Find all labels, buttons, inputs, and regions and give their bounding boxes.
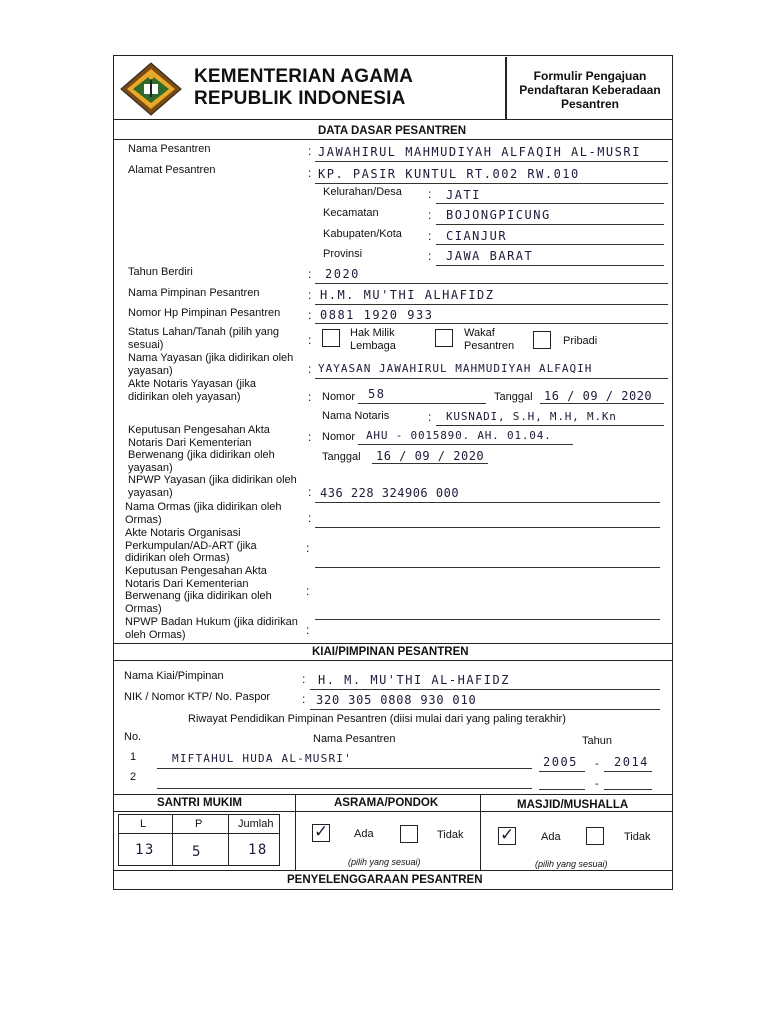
nik-field[interactable]: 320 305 0808 930 010 — [316, 693, 477, 707]
col-tahun-header: Tahun — [582, 735, 612, 747]
year-dash: - — [595, 778, 599, 790]
section-rule — [113, 139, 673, 140]
form-title: Formulir Pengajuan Pendaftaran Keberadaan Pesantren — [519, 69, 661, 111]
colon: : — [308, 333, 312, 347]
col-nama-header: Nama Pesantren — [313, 733, 396, 745]
akte-yayasan-label: Akte Notaris Yayasan (jika didirikan oleh yayasan) — [128, 378, 256, 403]
nik-label: NIK / Nomor KTP/ No. Paspor — [124, 691, 271, 703]
pengesahan-tanggal-label: Tanggal — [322, 451, 361, 463]
ormas-label: Nama Ormas (jika didirikan oleh Ormas) — [125, 501, 282, 526]
masjid-title: MASJID/MUSHALLA — [517, 799, 629, 811]
tahun-berdiri-field[interactable]: 2020 — [325, 267, 360, 281]
akte-tanggal-label: Tanggal — [494, 391, 533, 403]
ormas-field[interactable] — [315, 527, 660, 528]
field-underline — [315, 304, 668, 305]
provinsi-label: Provinsi — [323, 248, 363, 260]
section-rule — [113, 643, 673, 644]
field-underline — [315, 283, 668, 284]
field-underline — [315, 378, 668, 379]
kecamatan-field[interactable]: BOJONGPICUNG — [446, 208, 551, 222]
colon: : — [308, 511, 312, 525]
pengesahan-nomor-label: Nomor — [322, 431, 356, 443]
pribadi-checkbox[interactable] — [533, 331, 551, 349]
colon: : — [306, 623, 310, 637]
santri-mukim-title: SANTRI MUKIM — [157, 797, 242, 809]
pimpinan-label: Nama Pimpinan Pesantren — [128, 287, 260, 299]
akte-nomor-field[interactable]: 58 — [368, 387, 386, 401]
pengesahan-ormas-field[interactable] — [315, 619, 660, 620]
colon: : — [308, 390, 312, 404]
colon: : — [302, 692, 306, 706]
masjid-hint: (pilih yang sesuai) — [535, 859, 608, 869]
riwayat-row-nama[interactable]: MIFTAHUL HUDA AL-MUSRI' — [172, 752, 352, 765]
asrama-hint: (pilih yang sesuai) — [348, 857, 421, 867]
kelurahan-label: Kelurahan/Desa — [323, 186, 402, 198]
colon: : — [308, 485, 312, 499]
field-underline — [372, 463, 488, 464]
santri-col-jumlah: Jumlah — [238, 818, 274, 830]
field-underline — [157, 768, 532, 769]
field-underline — [315, 502, 660, 503]
masjid-ada-label: Ada — [541, 831, 561, 843]
wakaf-checkbox[interactable] — [435, 329, 453, 347]
colon: : — [428, 410, 432, 424]
hp-label: Nomor Hp Pimpinan Pesantren — [128, 307, 281, 319]
riwayat-row-nama-field[interactable] — [157, 788, 532, 789]
field-underline — [310, 709, 660, 710]
colon: : — [306, 541, 310, 555]
santri-col-l: L — [140, 818, 147, 830]
section-rule — [113, 870, 673, 871]
section-rule — [113, 811, 673, 812]
akte-ormas-label: Akte Notaris Organisasi Perkumpulan/AD-ART (jika didirikan oleh Ormas) — [125, 527, 257, 564]
colon: : — [308, 430, 312, 444]
santri-jumlah-value[interactable]: 18 — [248, 842, 268, 858]
masjid-tidak-checkbox[interactable] — [586, 827, 604, 845]
colon: : — [308, 362, 312, 376]
field-underline — [310, 689, 660, 690]
npwp-yayasan-field[interactable]: 436 228 324906 000 — [320, 486, 460, 500]
section-rule — [113, 794, 673, 795]
wakaf-label: Wakaf Pesantren — [464, 327, 515, 352]
asrama-tidak-checkbox[interactable] — [400, 825, 418, 843]
colon: : — [308, 166, 312, 180]
colon: : — [428, 249, 432, 263]
pengesahan-tanggal-field[interactable]: 16 / 09 / 2020 — [376, 449, 485, 463]
section-data-dasar-title: DATA DASAR PESANTREN — [318, 125, 467, 137]
year-dash: - — [595, 758, 599, 770]
akte-tanggal-field[interactable]: 16 / 09 / 2020 — [544, 389, 653, 403]
field-underline — [315, 161, 668, 162]
npwp-badan-label: NPWP Badan Hukum (jika didirikan oleh Ormas) — [125, 616, 298, 641]
santri-table-col — [228, 814, 229, 866]
alamat-field[interactable]: KP. PASIR KUNTUL RT.002 RW.010 — [318, 167, 580, 181]
riwayat-row-tahun-dari[interactable]: 2005 — [543, 755, 578, 769]
kecamatan-label: Kecamatan — [323, 207, 379, 219]
nama-pesantren-label: Nama Pesantren — [128, 143, 211, 155]
masjid-tidak-label: Tidak — [624, 831, 651, 843]
penyelenggaraan-title: PENYELENGGARAAN PESANTREN — [287, 874, 483, 886]
akte-nomor-label: Nomor — [322, 391, 356, 403]
riwayat-row-tahun-sampai[interactable]: 2014 — [614, 755, 649, 769]
santri-l-value[interactable]: 13 — [135, 842, 155, 858]
tahun-berdiri-label: Tahun Berdiri — [128, 266, 193, 278]
colon: : — [428, 187, 432, 201]
field-underline — [540, 403, 664, 404]
santri-table-rule — [118, 833, 280, 834]
column-divider — [295, 794, 296, 870]
field-underline — [539, 771, 585, 772]
header-divider — [505, 57, 507, 119]
field-underline — [436, 244, 664, 245]
riwayat-row-no: 1 — [130, 751, 137, 763]
riwayat-row-tahun-dari-field[interactable] — [539, 789, 585, 790]
yayasan-label: Nama Yayasan (jika didirikan oleh yayasan) — [128, 352, 294, 377]
asrama-ada-label: Ada — [354, 828, 374, 840]
colon: : — [306, 584, 310, 598]
ministry-title: KEMENTERIAN AGAMA — [194, 66, 414, 87]
colon: : — [308, 267, 312, 281]
field-underline — [604, 771, 652, 772]
santri-table-col — [172, 814, 173, 866]
field-underline — [436, 224, 664, 225]
colon: : — [302, 672, 306, 686]
header-bottom-rule — [113, 119, 673, 120]
colon: : — [308, 144, 312, 158]
riwayat-title: Riwayat Pendidikan Pimpinan Pesantren (diisi mulai dari yang paling terakhir) — [188, 713, 566, 725]
riwayat-row-tahun-sampai-field[interactable] — [604, 789, 652, 790]
checkmark-icon: ✓ — [314, 822, 329, 841]
hak-milik-label: Hak Milik Lembaga — [350, 327, 396, 352]
kelurahan-field[interactable]: JATI — [446, 188, 481, 202]
akte-ormas-field[interactable] — [315, 567, 660, 568]
hak-milik-checkbox[interactable] — [322, 329, 340, 347]
riwayat-row-no: 2 — [130, 771, 137, 783]
field-underline — [436, 203, 664, 204]
kemenag-logo-icon — [120, 62, 182, 116]
field-underline — [358, 403, 486, 404]
field-underline — [436, 425, 664, 426]
pimpinan-field[interactable]: H.M. MU'THI ALHAFIDZ — [320, 288, 495, 302]
col-no-header: No. — [124, 731, 142, 743]
santri-col-p: P — [195, 818, 203, 830]
section-rule — [113, 660, 673, 661]
kiai-nama-label: Nama Kiai/Pimpinan — [124, 670, 224, 682]
colon: : — [428, 229, 432, 243]
colon: : — [428, 208, 432, 222]
provinsi-field[interactable]: JAWA BARAT — [446, 249, 534, 263]
pengesahan-nomor-field[interactable]: AHU - 0015890. AH. 01.04. — [366, 429, 552, 442]
column-divider — [480, 794, 481, 870]
asrama-title: ASRAMA/PONDOK — [334, 797, 439, 809]
santri-p-value[interactable]: 5 — [192, 844, 202, 860]
pengesahan-label: Keputusan Pengesahan Akta Notaris Dari Kementerian Berwenang (jika didirikan oleh yayasan) — [128, 424, 275, 474]
field-underline — [358, 444, 573, 445]
section-kiai-title: KIAI/PIMPINAN PESANTREN — [312, 646, 469, 658]
asrama-tidak-label: Tidak — [437, 829, 464, 841]
nama-pesantren-field[interactable]: JAWAHIRUL MAHMUDIYAH ALFAQIH AL-MUSRI — [318, 145, 641, 159]
alamat-label: Alamat Pesantren — [128, 164, 216, 176]
field-underline — [315, 323, 668, 324]
kiai-nama-field[interactable]: H. M. MU'THI AL-HAFIDZ — [318, 673, 510, 687]
kabupaten-field[interactable]: CIANJUR — [446, 229, 508, 243]
field-underline — [436, 265, 664, 266]
pengesahan-ormas-label: Keputusan Pengesahan Akta Notaris Dari Kementerian Berwenang (jika didirikan oleh Ormas) — [125, 565, 272, 615]
yayasan-field[interactable]: YAYASAN JAWAHIRUL MAHMUDIYAH ALFAQIH — [318, 362, 593, 375]
field-underline — [315, 183, 668, 184]
checkmark-icon: ✓ — [500, 825, 515, 844]
colon: : — [308, 308, 312, 322]
status-lahan-label: Status Lahan/Tanah (pilih yang sesuai) — [128, 326, 280, 351]
hp-field[interactable]: 0881 1920 933 — [320, 308, 434, 322]
notaris-field[interactable]: KUSNADI, S.H, M.H, M.Kn — [446, 410, 617, 423]
notaris-label: Nama Notaris — [322, 410, 390, 422]
colon: : — [308, 288, 312, 302]
ministry-subtitle: REPUBLIK INDONESIA — [194, 88, 406, 109]
kabupaten-label: Kabupaten/Kota — [323, 228, 402, 240]
npwp-yayasan-label: NPWP Yayasan (jika didirikan oleh yayasan) — [128, 474, 297, 499]
pribadi-label: Pribadi — [563, 335, 598, 347]
